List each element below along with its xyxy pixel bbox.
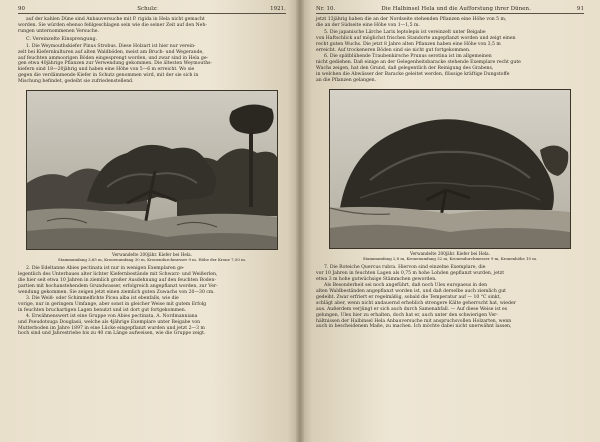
text-line: gelungen, Ulex hier zu erhalten, doch hat er, auch unter den schwierigen Ver- bbox=[316, 312, 498, 318]
left-photo-caption-measurements: Stammumfang 3,65 m, Kronenumfang 30 m, Kronendurchmesser 9 m. Höhe der Krone 7,50 m. bbox=[57, 257, 246, 263]
text-line: alten Waldbeständen angepflanzt worden ist, und daß derselbe auch ziemlich gut bbox=[316, 289, 507, 294]
left-photo-caption-title: Verwandelte 200jähr. Kiefer bei Hela. bbox=[111, 252, 192, 258]
text-line: gegen die verdämmende Kiefer in Schutz genommen wird, mit der sie sich in bbox=[18, 73, 199, 79]
text-line: 7. Die Roteiche Quercus rubra. Hiervon sind einzelne Exemplare, die bbox=[324, 265, 486, 271]
text-line: auf feuchten ammoorigen Böden eingesprengt worden, und zwar sind in Hela ge- bbox=[18, 55, 209, 61]
right-page-number: 91 bbox=[576, 6, 584, 12]
text-line: die hier seit etwa 10 Jahren in ziemlich großer Ausdehnung auf den feuchten Boden- bbox=[18, 278, 216, 284]
book-gutter bbox=[296, 0, 304, 442]
text-line: in feuchten bruchartigen Lagen benutzt und ist dort gut fortgekommen. bbox=[18, 307, 187, 313]
text-line: Als Besonderheit sei noch angeführt, daß noch Ulex europaeus in den bbox=[324, 283, 488, 289]
text-line: vorige, nur in geringem Umfange, aber sonst in gleicher Weise mit gutem Erfolg bbox=[18, 301, 207, 307]
text-line: in welchen die Abwässer der Baracke geleitet werden, flüssige kräftige Dungstoffe bbox=[316, 72, 510, 78]
right-page bbox=[300, 0, 600, 442]
text-line: vor 10 Jahren in feuchten Lagen als 0,75 m hohe Lohden gepflanzt wurden, jetzt bbox=[316, 271, 505, 277]
weymouth-paragraph bbox=[18, 44, 286, 85]
text-line: auf der kahlen Düne sind Anbauversuche mit P. rigida in Hela nicht gemacht bbox=[26, 17, 205, 22]
larix-paragraph bbox=[316, 30, 584, 54]
section-heading: C. Vereinzelte Einsprengung. bbox=[26, 36, 98, 42]
text-line: partien mit hochanstehendem Grundwasser, erfolgreich angepflanzt worden, zur Ver- bbox=[18, 284, 218, 290]
text-line: 1. Die Weymouthskiefer Pinus Strobus. Diese Holzart ist hier nur verein- bbox=[26, 43, 196, 49]
text-line: an die Pflanzen gelangen. bbox=[316, 78, 377, 84]
text-line: worden. Sie würden ebenso fehlgeschlagen sein wie die seiner Zeit auf den Neh- bbox=[18, 22, 207, 28]
right-header-issue: Nr. 10. bbox=[316, 6, 336, 12]
text-line: hoch sind und Jahrestriebe bis zu 40 cm Länge aufweisen, wie die Gruppe zeigt. bbox=[18, 331, 206, 337]
right-photo-caption-title: Verwandelte 200jähr. Kiefer bei Hela. bbox=[409, 250, 490, 256]
right-photo-caption-measurements: Stammumfang 2,8 m, Kronenumfang 32 m, Kronendurchmesser 9 m, Kronenhöhe 10 m. bbox=[362, 256, 538, 262]
text-line: von Haftschlick auf möglichst frischen Standorte angepflanzt worden und zeigt einen bbox=[316, 35, 516, 41]
left-photo-pine-tree bbox=[26, 90, 278, 250]
text-line: zelt bei Kiefernkulturen auf alten Waldböden, meist am Bruch- und Wegerande, bbox=[18, 49, 204, 55]
text-line: recht guten Wuchs. Die jetzt 8 Jahre alten Pflanzen haben eine Höhe von 3,5 m bbox=[316, 41, 501, 47]
text-line: 5. Die japanische Lärche Larix leptolepis ist vereinzelt unter Beigabe bbox=[324, 29, 486, 35]
text-line: 3. Die Weiß- oder Schimmelfichte Picea alba ist ebenfalls, wie die bbox=[26, 296, 179, 301]
right-photo-pine-tree bbox=[329, 89, 571, 249]
text-line: Mischung befindet, gedeiht sie zufriedenstellend. bbox=[18, 79, 134, 85]
text-line: 4. Erwähnenswert ist eine Gruppe von Abies pectinata, A. Nordmanniana bbox=[26, 313, 198, 319]
left-running-header bbox=[18, 6, 286, 14]
prunus-paragraph bbox=[316, 54, 584, 84]
text-line: erreicht. Auf trockeneren Böden sind sie nicht gut fortgekommen. bbox=[316, 47, 471, 53]
text-line: gen etwa 40jährige Pflanzen zur Verwendung gekommen. Die ältesten Weymouths- bbox=[18, 61, 213, 67]
text-line: rungen unternommenen Versuche. bbox=[18, 28, 99, 34]
text-line: die an der Südseite eine Höhe von 1—1,5 m. bbox=[316, 22, 420, 28]
text-line: legentlich des Unterbaues alter lichter Kiefernbestände mit Schwarz- und Weißerlen, bbox=[18, 272, 218, 278]
text-line: gedeiht. Zwar erfriert er regelmäßig, sobald die Temperatur auf — 10 °C sinkt, bbox=[316, 294, 501, 300]
text-line: etwa 3 m hohe gutwüchsige Stämmchen geworden. bbox=[316, 277, 437, 283]
right-intro-paragraph bbox=[316, 17, 584, 29]
text-line: 6. Die spätblühende Traubenkirsche Prunus serotina ist im allgemeinen bbox=[324, 54, 492, 60]
text-line: Wuchs zeigen, hat den Grund, daß gelegentlich der Reinigung des Grabens, bbox=[316, 66, 494, 72]
text-line: nicht gediehen. Daß einige an der Gelegenheitsbaracke stehende Exemplare recht gute bbox=[316, 60, 521, 66]
text-line: aus. Außerdem verjüngt er sich auch durch Samenabfall. — Auf diese Weise ist es bbox=[316, 306, 508, 312]
text-line: auch in bescheidenem Maße, zu machen. Ich möchte dabei nicht unerwähnt lassen, bbox=[316, 324, 512, 330]
text-line: und Pseudotsuga Douglasii, welche als 4jährige Exemplare unter Beigabe von bbox=[18, 319, 201, 325]
quercus-paragraph bbox=[316, 265, 584, 330]
right-header-title: Die Halbinsel Hela und die Aufforstung ihrer Dünen. bbox=[381, 6, 531, 12]
left-header-year: 1921. bbox=[270, 6, 286, 12]
text-line: schlägt aber, wenn nicht andauernd erheblich strengere Kälte geherrscht hat, wieder bbox=[316, 300, 516, 306]
left-page-number: 90 bbox=[18, 6, 26, 12]
left-header-title: Schulz: bbox=[137, 6, 158, 12]
text-line: Mutterboden im Jahre 1897 in eine Lücke eingepflanzt wurden und jetzt 2—3 m bbox=[18, 325, 205, 331]
left-intro-paragraph bbox=[18, 17, 286, 35]
abies-paragraph bbox=[18, 266, 286, 337]
right-running-header bbox=[316, 6, 584, 14]
text-line: wendung gekommen. Sie zeigen jetzt einen ziemlich guten Zuwachs von 20—30 cm. bbox=[18, 290, 215, 296]
text-line: kiefern sind 18—20jährig und haben eine Höhe von 5—6 m erreicht. Wo sie bbox=[18, 67, 195, 73]
text-line: jetzt 13jährig haben die an der Nordseite stehenden Pflanzen eine Höhe von 5 m, bbox=[316, 17, 507, 22]
text-line: 2. Die Edeltanne Abies pectinata ist nur in wenigen Exemplaren ge- bbox=[26, 266, 185, 272]
text-line: hältnissen der Halbinsel Hela Anbauversuche mit anspruchsvollen Holzarten, wenn bbox=[316, 318, 512, 324]
